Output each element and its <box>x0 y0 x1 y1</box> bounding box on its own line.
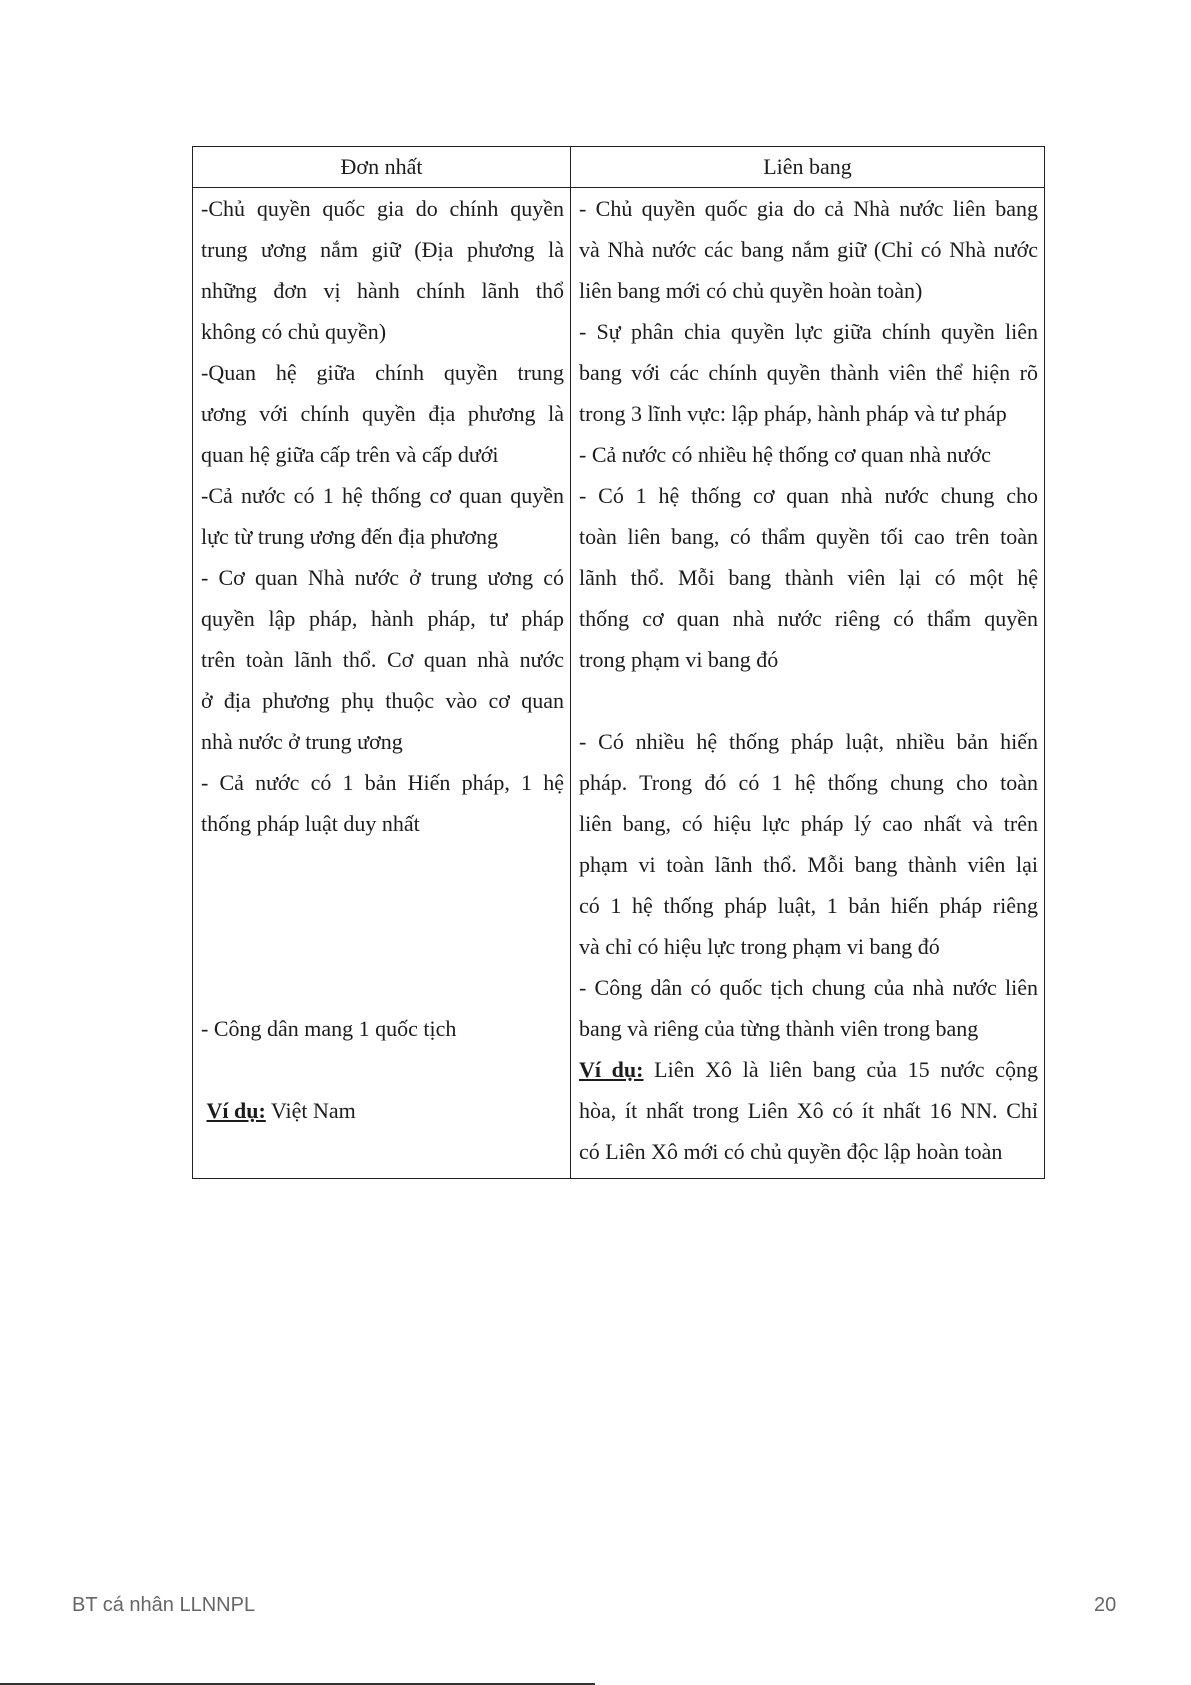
federal-text-line: - Chủ quyền quốc gia do cả Nhà nước liên bang <box>579 196 1038 221</box>
federal-example-line <box>579 1049 1038 1090</box>
comparison-table <box>192 146 1045 1179</box>
federal-text-line: bang với các chính quyền thành viên thể hiện rõ <box>579 360 1038 385</box>
federal-text-line: thống cơ quan nhà nước riêng có thẩm quyền <box>579 606 1038 631</box>
unitary-text-line <box>201 844 564 885</box>
header-federal: Liên bang <box>571 147 1045 188</box>
federal-text-line: có 1 hệ thống pháp luật, 1 bản hiến pháp riêng <box>579 893 1038 918</box>
unitary-example <box>201 1090 564 1131</box>
federal-text <box>579 188 1038 1049</box>
unitary-text-line: ương với chính quyền địa phương là <box>201 401 564 426</box>
federal-text-line: liên bang, có hiệu lực pháp lý cao nhất và trên <box>579 811 1038 836</box>
federal-text-line: - Sự phân chia quyền lực giữa chính quyền liên <box>579 319 1038 344</box>
unitary-text-line: -Cả nước có 1 hệ thống cơ quan quyền <box>201 483 564 508</box>
federal-text-line: bang và riêng của từng thành viên trong bang <box>579 1016 979 1041</box>
federal-text-line: và chỉ có hiệu lực trong phạm vi bang đó <box>579 934 940 959</box>
unitary-text-line: - Công dân mang 1 quốc tịch <box>201 1016 457 1041</box>
table-header-row <box>193 147 1045 188</box>
page-number: 20 <box>1094 1594 1117 1616</box>
unitary-text-line <box>201 926 564 967</box>
federal-text-line <box>579 680 1038 721</box>
federal-text-line: - Cả nước có nhiều hệ thống cơ quan nhà nước <box>579 442 991 467</box>
unitary-text <box>201 188 564 1090</box>
unitary-example-text: Việt Nam <box>265 1098 356 1123</box>
table-body-row <box>193 188 1045 1179</box>
federal-text-line: pháp. Trong đó có 1 hệ thống chung cho toàn <box>579 770 1038 795</box>
unitary-text-line: - Cả nước có 1 bản Hiến pháp, 1 hệ <box>201 770 564 795</box>
unitary-text-line: nhà nước ở trung ương <box>201 729 403 754</box>
unitary-text-line <box>201 1049 564 1090</box>
unitary-text-line: quan hệ giữa cấp trên và cấp dưới <box>201 442 499 467</box>
unitary-text-line: những đơn vị hành chính lãnh thổ <box>201 278 564 303</box>
unitary-cell <box>193 188 571 1179</box>
federal-text-line: toàn liên bang, có thẩm quyền tối cao trên toàn <box>579 524 1038 549</box>
federal-text-line: trong phạm vi bang đó <box>579 647 779 672</box>
federal-text-line: và Nhà nước các bang nắm giữ (Chỉ có Nhà nước <box>579 237 1038 262</box>
federal-text-line: - Có nhiều hệ thống pháp luật, nhiều bản hiến <box>579 729 1038 754</box>
unitary-text-line <box>201 967 564 1008</box>
unitary-text-line: lực từ trung ương đến địa phương <box>201 524 499 549</box>
unitary-text-line <box>201 885 564 926</box>
federal-example-text-1: Liên Xô là liên bang của 15 nước cộng <box>643 1057 1039 1082</box>
federal-text-line: trong 3 lĩnh vực: lập pháp, hành pháp và tư pháp <box>579 401 1007 426</box>
federal-text-line: - Công dân có quốc tịch chung của nhà nước liên <box>579 975 1038 1000</box>
federal-text-line: phạm vi toàn lãnh thổ. Mỗi bang thành viên lại <box>579 852 1038 877</box>
unitary-text-line: thống pháp luật duy nhất <box>201 811 420 836</box>
unitary-text-line: -Chủ quyền quốc gia do chính quyền <box>201 196 564 221</box>
federal-example-line: có Liên Xô mới có chủ quyền độc lập hoàn toàn <box>579 1139 1003 1164</box>
unitary-text-line: ở địa phương phụ thuộc vào cơ quan <box>201 688 564 713</box>
unitary-text-line: -Quan hệ giữa chính quyền trung <box>201 360 564 385</box>
unitary-example-label: Ví dụ: <box>206 1098 266 1123</box>
federal-example-label: Ví dụ: <box>579 1057 644 1082</box>
federal-example-line: hòa, ít nhất trong Liên Xô có ít nhất 16 NN. Chỉ <box>579 1098 1038 1123</box>
unitary-text-line: không có chủ quyền) <box>201 319 387 344</box>
unitary-text-line: trung ương nắm giữ (Địa phương là <box>201 237 564 262</box>
federal-text-line: liên bang mới có chủ quyền hoàn toàn) <box>579 278 923 303</box>
federal-text-line: lãnh thổ. Mỗi bang thành viên lại có một hệ <box>579 565 1038 590</box>
unitary-text-line: trên toàn lãnh thổ. Cơ quan nhà nước <box>201 647 564 672</box>
unitary-text-line: quyền lập pháp, hành pháp, tư pháp <box>201 606 564 631</box>
unitary-text-line: - Cơ quan Nhà nước ở trung ương có <box>201 565 564 590</box>
header-unitary: Đơn nhất <box>193 147 571 188</box>
federal-cell <box>571 188 1045 1179</box>
footer-title: BT cá nhân LLNNPL <box>72 1594 256 1616</box>
federal-text-line: - Có 1 hệ thống cơ quan nhà nước chung cho <box>579 483 1038 508</box>
